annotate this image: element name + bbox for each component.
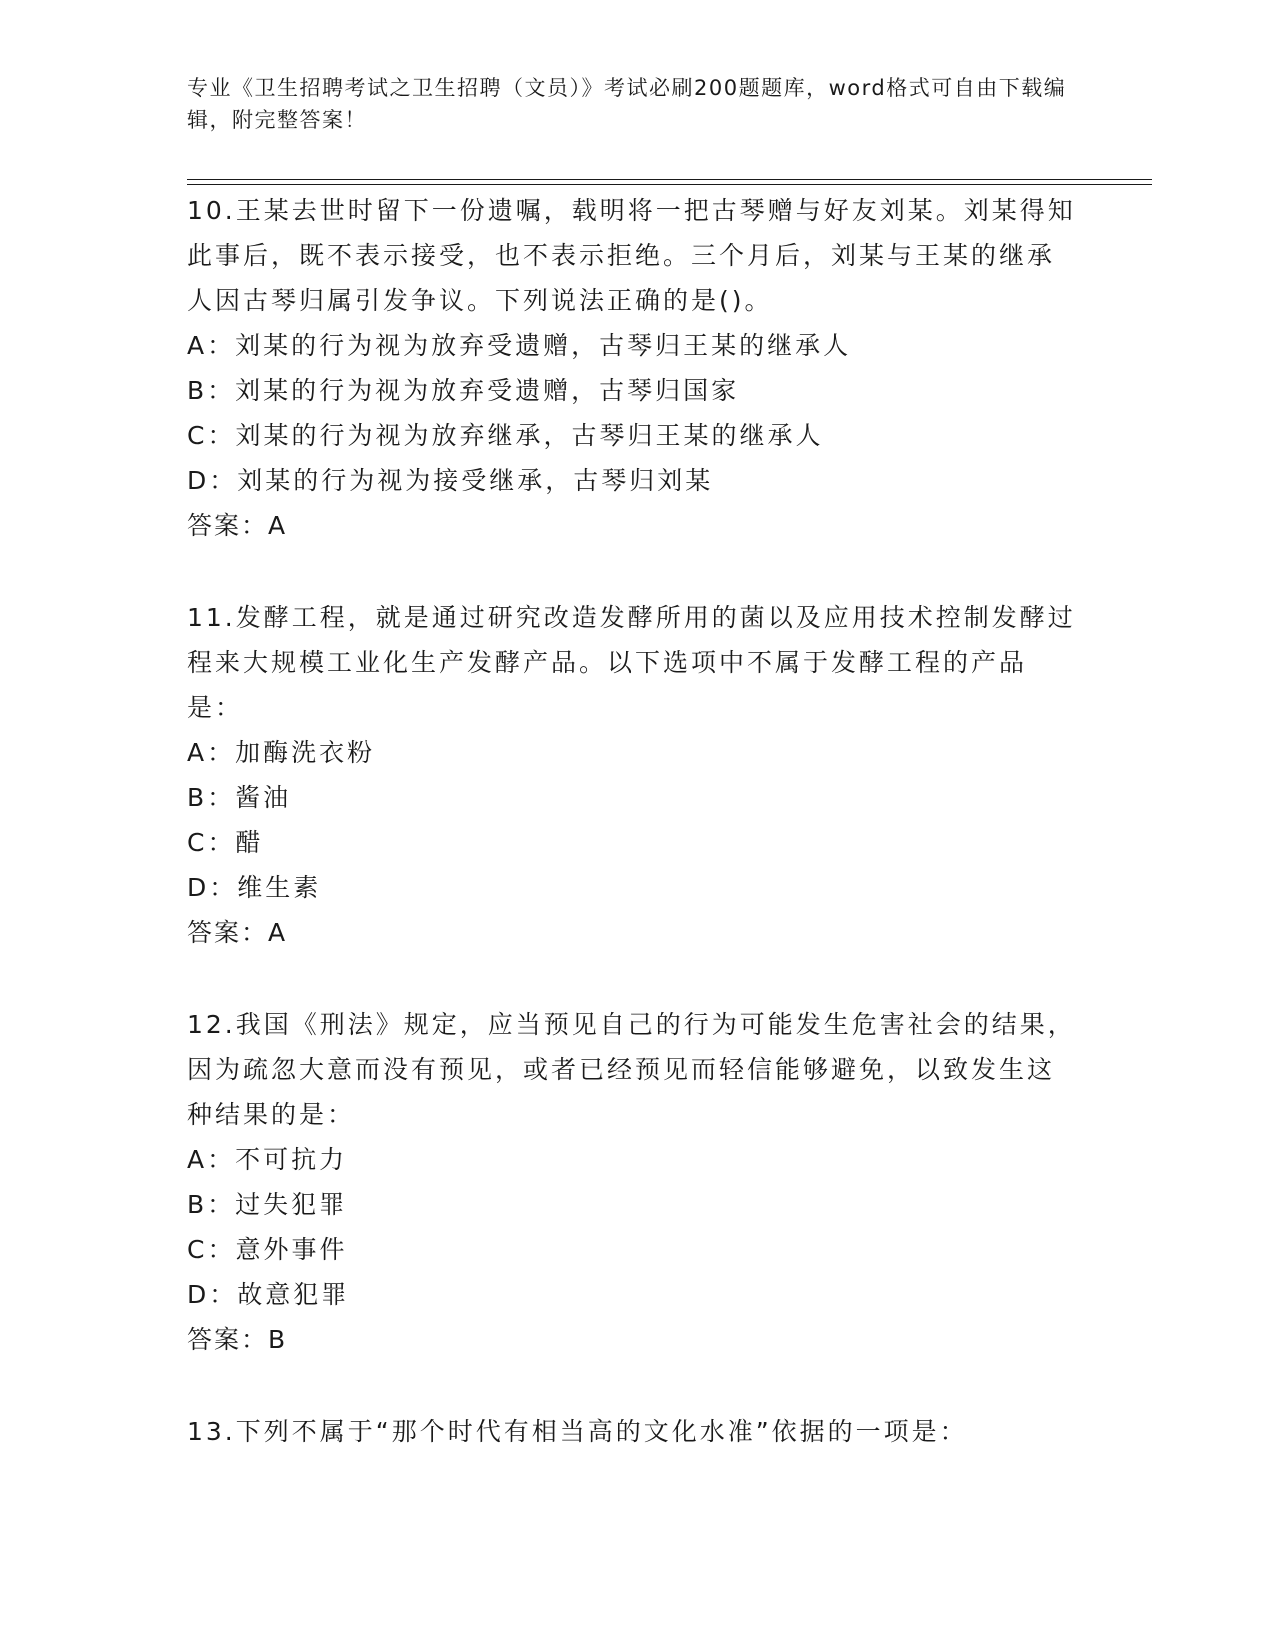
question-11 [187,595,1077,955]
question-13 [187,1409,1077,1454]
question-stem: 12.我国《刑法》规定，应当预见自己的行为可能发生危害社会的结果，因为疏忽大意而没有预见，或者已经预见而轻信能够避免，以致发生这种结果的是： [187,1010,1076,1129]
option-a: A：加酶洗衣粉 [187,738,376,767]
option-d: D：刘某的行为视为接受继承，古琴归刘某 [187,466,714,495]
answer-line: 答案：A [187,511,288,540]
option-c: C：醋 [187,828,264,857]
answer-line: 答案：B [187,1325,288,1354]
option-a: A：不可抗力 [187,1145,348,1174]
question-10 [187,188,1077,548]
option-d: D：维生素 [187,873,322,902]
option-b: B：酱油 [187,783,292,812]
question-spacer [187,548,1077,595]
question-stem: 10.王某去世时留下一份遗嘱，载明将一把古琴赠与好友刘某。刘某得知此事后，既不表示接受，也不表示拒绝。三个月后，刘某与王某的继承人因古琴归属引发争议。下列说法正确的是()。 [187,196,1076,315]
header-divider-top [187,179,1152,180]
option-d: D：故意犯罪 [187,1280,350,1309]
option-c: C：意外事件 [187,1235,348,1264]
document-header: 专业《卫生招聘考试之卫生招聘（文员）》考试必刷200题题库，word格式可自由下载编辑，附完整答案！ [187,76,1067,132]
option-a: A：刘某的行为视为放弃受遗赠，古琴归王某的继承人 [187,331,852,360]
answer-line: 答案：A [187,918,288,947]
question-12 [187,1002,1077,1362]
option-b: B：过失犯罪 [187,1190,348,1219]
option-c: C：刘某的行为视为放弃继承，古琴归王某的继承人 [187,421,824,450]
option-b: B：刘某的行为视为放弃受遗赠，古琴归国家 [187,376,740,405]
question-spacer [187,1362,1077,1409]
question-stem: 11.发酵工程，就是通过研究改造发酵所用的菌以及应用技术控制发酵过程来大规模工业化生产发酵产品。以下选项中不属于发酵工程的产品是： [187,603,1076,722]
question-spacer [187,955,1077,1002]
question-list [187,188,1077,1454]
header-divider-bottom [187,184,1152,185]
question-stem: 13.下列不属于“那个时代有相当高的文化水准”依据的一项是： [187,1417,968,1446]
